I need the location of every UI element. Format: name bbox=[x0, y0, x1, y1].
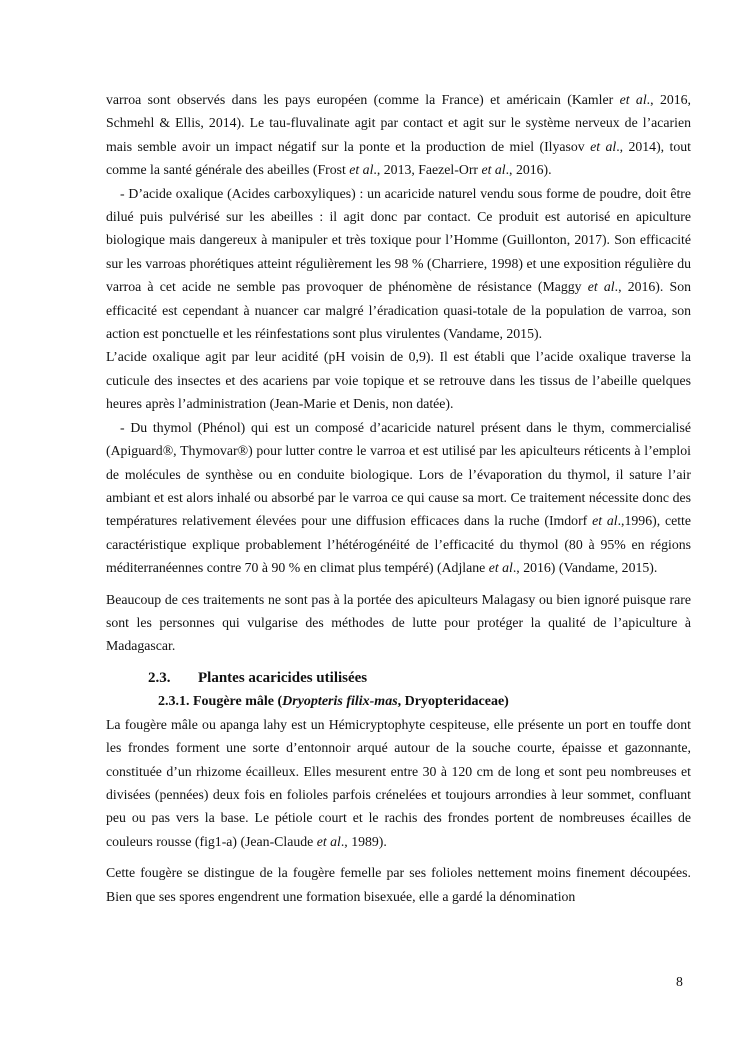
paragraph-fougere-description bbox=[106, 713, 691, 853]
italic-citation-text: et al bbox=[481, 162, 506, 178]
paragraph-acide-oxalique bbox=[106, 182, 691, 346]
text-run: L’acide oxalique agit par leur acidité (pH voisin de 0,9). Il est établi que l’acide oxalique traverse la cuticule des insectes et des acariens par voie topique et se retrouve dans les tissus de l’abeille quelques heures après l’administration (Jean-Marie et Denis, non datée). bbox=[106, 349, 691, 412]
subsection-number: 2.3.1. bbox=[158, 693, 190, 709]
subsection-title-species: Dryopteris filix-mas bbox=[282, 693, 398, 709]
italic-citation-text: et al bbox=[619, 92, 647, 107]
section-heading bbox=[106, 666, 691, 690]
text-run: ., 2016). bbox=[505, 162, 552, 178]
text-run: .,1996), cette caractéristique explique probablement l’hétérogénéité de l’efficacité du thymol (80 à 95% en régions méditerranéennes contre 70 à 90 % en climat plus tempéré) (Adjlane bbox=[106, 513, 691, 576]
text-run: ., 1989). bbox=[340, 833, 387, 849]
text-run: ., 2014), tout comme la santé générale des abeilles (Frost bbox=[106, 138, 691, 178]
italic-citation-text: et al bbox=[592, 513, 618, 529]
text-run: La fougère mâle ou apanga lahy est un Hémicryptophyte cespiteuse, elle présente un port en touffe dont les frondes forment une sorte d’entonnoir arqué autour de la souche courte, épaisse et gazonnante, constituée d’un rhizome écailleux. Elles mesurent entre 30 à 120 cm de long et sont peu nombreuses et divisées (pennées) deux fois en folioles parfois crénelées et toujours arrondies à leur sommet, confluant peu ou pas vers la base. Le pétiole court et le rachis des frondes portent de nombreuses écailles de couleurs rousse (fig1-a) (Jean-Claude bbox=[106, 716, 691, 849]
paragraph-fougere-distinction bbox=[106, 861, 691, 908]
italic-citation-text: et al bbox=[590, 138, 617, 154]
subsection-heading bbox=[106, 690, 691, 713]
page-number: 8 bbox=[676, 974, 683, 989]
document-page bbox=[106, 88, 691, 908]
paragraph-thymol bbox=[106, 416, 691, 580]
paragraph-tau-fluvalinate bbox=[106, 88, 691, 182]
text-run: varroa sont observés dans les pays européen (comme la France) et américain (Kamler bbox=[106, 92, 620, 107]
text-run: Beaucoup de ces traitements ne sont pas à la portée des apiculteurs Malagasy ou bien ignoré puisque rare sont les personnes qui vulgarise des méthodes de lutte pour protéger la qualité de l’apiculture à Madagascar. bbox=[106, 591, 691, 654]
text-run: ., 2016). Son efficacité est cependant à nuancer car malgré l’éradication quasi-totale de la population de varroa, son action est ponctuelle et les réinfestations sont plus virulentes (Vandame, 2015). bbox=[106, 279, 692, 342]
text-run: ., 2016, Schmehl & Ellis, 2014). Le tau-fluvalinate agit par contact et agit sur le système nerveux de l’acarien mais semble avoir un impact négatif sur la ponte et la production de miel (Ilyasov bbox=[106, 92, 691, 154]
text-run: - Du thymol (Phénol) qui est un composé d’acaricide naturel présent dans le thym, commercialisé (Apiguard®, Thymovar®) pour lutter contre le varroa et est utilisé par les apiculteurs réticents à l’emploi de molécules de synthèse ou en conduite biologique. Lors de l’évaporation du thymol, il sature l’air ambiant et est alors inhalé ou absorbé par le varroa ce qui cause sa mort. Ce traitement nécessite donc des températures relativement élevées pour une diffusion efficaces dans la ruche (Imdorf bbox=[106, 419, 691, 529]
subsection-title-before: Fougère mâle ( bbox=[193, 693, 283, 709]
subsection-title-after: , Dryopteridaceae) bbox=[397, 693, 509, 709]
text-run: ., 2013, Faezel-Orr bbox=[373, 162, 482, 178]
text-run: ., 2016) (Vandame, 2015). bbox=[512, 560, 658, 576]
paragraph-apiculteurs-malagasy bbox=[106, 588, 691, 658]
section-number: 2.3. bbox=[148, 669, 171, 686]
italic-citation-text: et al bbox=[316, 833, 341, 849]
paragraph-acidite bbox=[106, 345, 691, 415]
text-run: - D’acide oxalique (Acides carboxyliques) : un acaricide naturel vendu sous forme de poudre, doit être dilué puis pulvérisé sur les abeilles : il agit donc par contact. Ce produit est autorisé en apiculture biologique mais dangereux à manipuler et très toxique pour l’Homme (Guillonton, 2017). Son efficacité sur les varroas phorétiques atteint régulièrement les 98 % (Charriere, 1998) et une exposition régulière du varroa à cet acide ne semble pas provoquer de phénomène de résistance (Maggy bbox=[106, 185, 691, 295]
section-title: Plantes acaricides utilisées bbox=[198, 669, 368, 686]
italic-citation-text: et al bbox=[349, 162, 374, 178]
italic-citation-text: et al bbox=[488, 560, 513, 576]
text-run: Cette fougère se distingue de la fougère femelle par ses folioles nettement moins finement découpées. Bien que ses spores engendrent une formation bisexuée, elle a gardé la dénomination bbox=[106, 865, 691, 904]
italic-citation-text: et al bbox=[587, 279, 615, 295]
